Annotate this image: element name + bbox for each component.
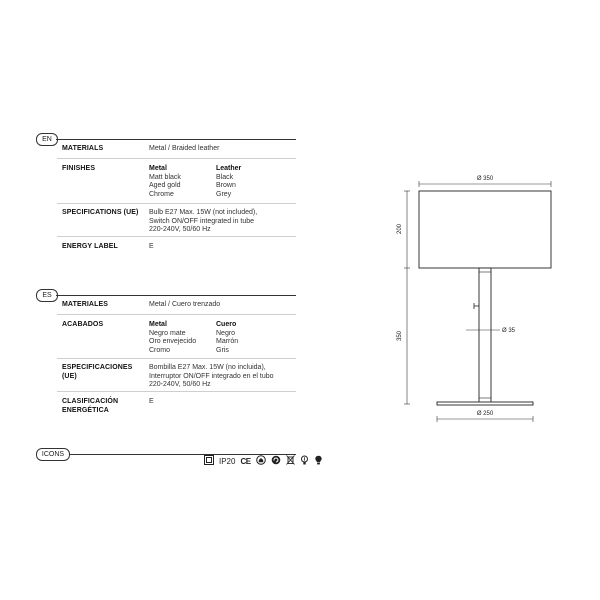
label-clasificacion-line1: CLASIFICACIÓN: [62, 398, 119, 405]
spec-line: Bulb E27 Max. 15W (not included),: [149, 209, 258, 216]
spec-line: Switch ON/OFF integrated in tube: [149, 217, 255, 225]
finishes-metal-column: [149, 165, 181, 199]
label-materiales: MATERIALES: [62, 301, 108, 308]
spec-line: Bombilla E27 Max. 15W (no incluida),: [149, 364, 266, 371]
row-divider: [57, 236, 296, 237]
class-ii-icon: [204, 455, 214, 467]
shade-height-label: 200: [397, 223, 403, 235]
shade-diameter-label: Ø 350: [476, 176, 494, 182]
finish-item: Negro mate: [149, 329, 186, 337]
lamp-base: [437, 402, 533, 405]
row-divider: [57, 314, 296, 315]
ce-icon: CE: [240, 456, 251, 466]
lampshade: [419, 191, 551, 268]
spec-line: 220-240V, 50/60 Hz: [149, 226, 211, 233]
ip-rating-text: IP20: [219, 456, 236, 466]
row-divider: [57, 203, 296, 204]
label-energy: ENERGY LABEL: [62, 243, 118, 250]
section-rule-es: [56, 295, 296, 296]
finish-item: Chrome: [149, 190, 174, 198]
finishes-metal-head: Metal: [149, 165, 167, 172]
tube-diameter-dimension: [466, 327, 516, 334]
stand-height-dimension: [397, 268, 410, 404]
tube-diameter-label: Ø 35: [502, 328, 516, 334]
label-acabados: ACABADOS: [62, 321, 104, 328]
finish-item: Matt black: [149, 173, 181, 181]
recycle-icon: [271, 455, 281, 467]
finishes-leather-column: [216, 165, 241, 199]
bulb-icon: [314, 455, 323, 467]
lamp-tube: [479, 268, 491, 403]
acabados-metal-column: [149, 321, 196, 355]
spec-line: Interruptor ON/OFF integrado en el tubo: [149, 372, 274, 380]
base-diameter-dimension: [437, 411, 533, 422]
base-diameter-label: Ø 250: [476, 411, 494, 417]
finish-item: Black: [216, 173, 234, 181]
finish-item: Grey: [216, 190, 232, 198]
switch-marker: [474, 303, 479, 309]
finishes-leather-head: Leather: [216, 165, 242, 172]
label-finishes: FINISHES: [62, 165, 96, 172]
finish-item: Cromo: [149, 346, 171, 354]
value-materials: Metal / Braided leather: [149, 145, 220, 152]
value-materiales: Metal / Cuero trenzado: [149, 301, 221, 308]
label-especificaciones: [62, 364, 132, 381]
lang-tag-en: EN: [36, 133, 58, 146]
section-rule-en: [56, 139, 296, 140]
label-especificaciones-line1: ESPECIFICACIONES: [62, 364, 133, 371]
finish-item: Negro: [216, 329, 236, 337]
label-materials: MATERIALS: [62, 145, 104, 152]
shade-height-dimension: [397, 191, 410, 268]
finish-item: Brown: [216, 182, 236, 189]
lang-tag-es: ES: [36, 289, 58, 302]
certification-icons: [204, 455, 323, 467]
shade-diameter-dimension: [419, 176, 551, 187]
icons-tag: ICONS: [36, 448, 70, 461]
indoor-icon: [256, 455, 266, 467]
finish-item: Gris: [216, 346, 229, 354]
label-clasificacion: [62, 398, 118, 415]
stand-height-label: 350: [397, 330, 403, 342]
acabados-metal-head: Metal: [149, 321, 167, 328]
value-clasificacion: E: [149, 398, 154, 405]
acabados-cuero-column: [216, 321, 238, 355]
especificaciones-value: [149, 364, 274, 390]
finish-item: Aged gold: [149, 182, 181, 189]
spec-line: 220-240V, 50/60 Hz: [149, 381, 211, 388]
row-divider: [57, 158, 296, 159]
row-divider: [57, 358, 296, 359]
finish-item: Marrón: [216, 338, 239, 345]
label-specifications: SPECIFICATIONS (UE): [62, 209, 139, 216]
row-divider: [57, 391, 296, 392]
led-compatible-icon: [300, 455, 309, 467]
finish-item: Oro envejecido: [149, 338, 197, 345]
value-energy: E: [149, 243, 154, 250]
weee-bin-icon: [286, 455, 295, 467]
label-especificaciones-line2: (UE): [62, 372, 77, 380]
label-clasificacion-line2: ENERGÉTICA: [62, 406, 109, 414]
specifications-value: [149, 209, 257, 235]
acabados-cuero-head: Cuero: [216, 321, 237, 328]
